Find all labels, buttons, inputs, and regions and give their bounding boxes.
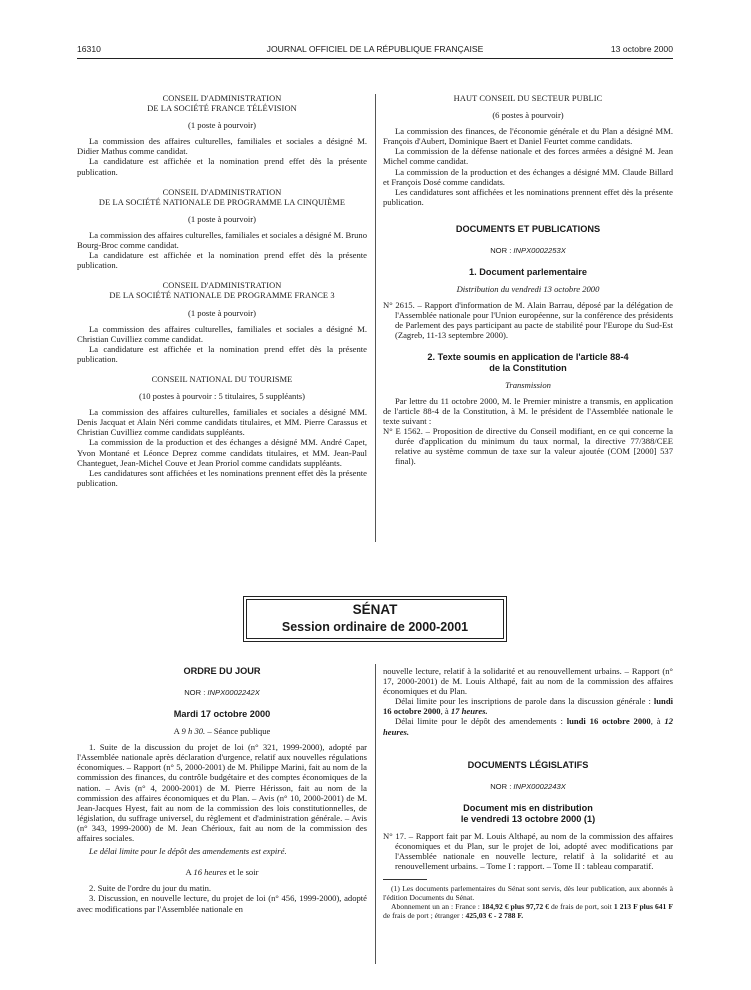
nor-code: INPX0002253X <box>513 245 566 255</box>
left-column-lower <box>77 666 367 914</box>
paragraph: La commission des affaires culturelles, familiales et sociales a désigné M. Christian Cuvilliez comme candidat. <box>77 323 367 344</box>
nor-label: NOR : <box>490 781 514 791</box>
deadline-sep: , à <box>650 716 665 727</box>
paragraph: La commission de la défense nationale et des forces armées a désigné M. Jean Michel comme candidat. <box>383 146 673 167</box>
posts-count: (6 postes à pourvoir) <box>492 110 564 121</box>
senat-banner <box>243 596 507 642</box>
posts-count: (10 postes à pourvoir : 5 titulaires, 5 suppléants) <box>139 391 305 402</box>
footnotes <box>383 884 673 920</box>
paragraph: Les candidatures sont affichées et les nominations prennent effet dès la présente publication. <box>383 186 673 207</box>
section-la-cinquieme <box>77 188 367 271</box>
column-divider <box>375 94 376 542</box>
posts-count: (1 poste à pourvoir) <box>187 213 257 224</box>
senat-banner-inner <box>246 599 504 639</box>
paragraph: La candidature est affichée et la nomination prend effet dès la présente publication. <box>77 250 367 271</box>
section-title: CONSEIL NATIONAL DU TOURISME <box>151 374 293 384</box>
posts-count: (1 poste à pourvoir) <box>187 120 257 131</box>
paragraph: La commission des affaires culturelles, familiales et sociales a désigné M. Didier Mathus comme candidat. <box>77 136 367 157</box>
session-title: Session ordinaire de 2000-2001 <box>281 620 469 634</box>
footnote-price: 425,03 € - 2 788 F. <box>465 911 524 921</box>
paragraph: La commission de la production et des échanges a désigné MM. André Capet, Yvon Montané et Léonce Deprez comme candidats titulaires, et MM. Jean-Paul Chanteguet, Jean-Michel Couve et Jean Proriol comme candidats suppléants. <box>77 437 367 468</box>
subsection-heading: le vendredi 13 octobre 2000 (1) <box>460 813 596 824</box>
nor-code: INPX0002242X <box>207 688 260 697</box>
nor-label: NOR : <box>490 245 514 255</box>
column-divider <box>375 664 376 964</box>
section-title: CONSEIL D'ADMINISTRATION <box>162 187 282 197</box>
issue-date: 13 octobre 2000 <box>610 44 673 54</box>
footnote-text: Abonnement un an : France : <box>391 902 482 912</box>
header-rule <box>77 58 673 59</box>
paragraph: La commission des affaires culturelles, familiales et sociales a désigné MM. Denis Jacquat et Alain Néri comme candidats titulaires, et MM. Pierre Carassus et Christian Cuvilliez comme candidats suppléants. <box>77 407 367 438</box>
deadline-sep: , à <box>440 706 451 717</box>
nor-label: NOR : <box>184 688 208 697</box>
document-item: N° 2615. – Rapport d'information de M. Alain Barrau, déposé par la délégation de l'Assemblée nationale pour l'Union européenne, sur la conférence des présidents de Parlement des pays participant au pacte de stabilité pour l'Europe du Sud-Est (Zagreb, 11-13 septembre 2000). <box>383 300 673 341</box>
footnote-price: 1 213 F plus 641 F <box>613 902 673 912</box>
footnote-text: de frais de port, soit <box>548 902 614 912</box>
nor-reference <box>383 246 673 256</box>
page-number: 16310 <box>77 44 101 54</box>
deadline-text: Délai limite pour les inscriptions de parole dans la discussion générale : <box>395 696 654 707</box>
right-column-lower <box>383 666 673 920</box>
transmission-label: Transmission <box>505 379 551 390</box>
paragraph: La candidature est affichée et la nomination prend effet dès la présente publication. <box>77 343 367 364</box>
agenda-item: 3. Discussion, en nouvelle lecture, du projet de loi (n° 456, 1999-2000), adopté avec modifications par l'Assemblée nationale en <box>77 893 367 914</box>
footnote: (1) Les documents parlementaires du Sénat sont servis, dès leur publication, aux abonnés à l'édition Documents du Sénat. <box>383 884 673 903</box>
section-france-television <box>77 94 367 177</box>
footnote <box>383 902 673 920</box>
time-prefix: A <box>185 867 194 878</box>
nor-code: INPX0002243X <box>513 781 566 791</box>
section-conseil-tourisme <box>77 375 367 488</box>
left-column-upper <box>77 94 367 488</box>
section-title: DE LA SOCIÉTÉ FRANCE TÉLÉVISION <box>147 104 297 114</box>
page-header <box>77 44 673 56</box>
session-day: Mardi 17 octobre 2000 <box>173 709 271 720</box>
posts-count: (1 poste à pourvoir) <box>187 307 257 318</box>
deadline-date: lundi 16 octobre 2000 <box>566 716 651 727</box>
paragraph: La candidature est affichée et la nomination prend effet dès la présente publication. <box>77 156 367 177</box>
journal-title: JOURNAL OFFICIEL DE LA RÉPUBLIQUE FRANÇAISE <box>266 44 484 54</box>
session-time <box>77 726 367 736</box>
paragraph: Les candidatures sont affichées et les nominations prennent effet dès la présente publication. <box>77 467 367 488</box>
section-haut-conseil <box>383 94 673 207</box>
deadline-time: 12 heures. <box>383 716 673 737</box>
subsection-heading: 1. Document parlementaire <box>469 267 587 278</box>
time-suffix: et le soir <box>226 867 259 878</box>
section-title: CONSEIL D'ADMINISTRATION <box>162 94 282 103</box>
footnote-rule <box>383 879 427 880</box>
time-value: 16 heures <box>193 867 227 878</box>
agenda-item-continued: nouvelle lecture, relatif à la solidarité et au renouvellement urbains. – Rapport (n° 17, 2000-2001) de M. Louis Althapé, fait au nom de la commission des affaires économiques et du Plan. <box>383 666 673 697</box>
subsection-heading: Document mis en distribution <box>463 802 593 813</box>
deadline-time: 17 heures. <box>450 706 488 717</box>
section-title: DE LA SOCIÉTÉ NATIONALE DE PROGRAMME FRANCE 3 <box>109 291 335 301</box>
time-prefix: A <box>173 726 182 737</box>
deadline-note: Le délai limite pour le dépôt des amendements est expiré. <box>89 846 287 857</box>
document-item: N° 17. – Rapport fait par M. Louis Althapé, au nom de la commission des affaires économiques et du Plan, sur le projet de loi, adopté avec modifications par l'Assemblée nationale en nouvelle lecture, relatif à la solidarité et au renouvellement urbains. – Tome I : rapport. – Tome II : tableau comparatif. <box>383 830 673 872</box>
section-heading: DOCUMENTS ET PUBLICATIONS <box>455 223 601 234</box>
section-title: CONSEIL D'ADMINISTRATION <box>162 281 282 291</box>
nor-reference <box>77 688 367 698</box>
deadline-text: Délai limite pour le dépôt des amendements : <box>395 716 567 727</box>
agenda-item: 2. Suite de l'ordre du jour du matin. <box>89 883 212 894</box>
document-item: N° E 1562. – Proposition de directive du Conseil modifiant, en ce qui concerne la durée d'application du minimum du taux normal, la directive 77/388/CEE relative au système commun de taxe sur la valeur ajoutée (COM [2000] 537 final). <box>383 425 673 467</box>
right-column-upper <box>383 94 673 466</box>
section-france-3 <box>77 281 367 364</box>
section-heading: ORDRE DU JOUR <box>183 666 261 676</box>
paragraph: La commission des affaires culturelles, familiales et sociales a désigné M. Bruno Bourg-Broc comme candidat. <box>77 229 367 251</box>
senat-title: SÉNAT <box>352 602 398 617</box>
paragraph: La commission de la production et des échanges a désigné MM. Claude Billard et François Dosé comme candidats. <box>383 166 673 187</box>
section-documents-publications <box>383 224 673 466</box>
deadline-inscriptions <box>383 696 673 716</box>
footnote-price: 184,92 € plus 97,72 € <box>481 902 549 912</box>
agenda-item: 1. Suite de la discussion du projet de loi (n° 321, 1999-2000), adopté par l'Assemblée nationale après déclaration d'urgence, relatif aux nouvelles régulations économiques. – Rapport (n° 5, 2000-2001) de M. Philippe Marini, fait au nom de la commission des finances, du contrôle budgétaire et des comptes économiques de la nation. – Avis (n° 4, 2000-2001) de M. Pierre Hérisson, fait au nom de la commission des affaires économiques et du Plan. – Avis (n° 10, 2000-2001) de M. Jean-Jacques Hyest, fait au nom de la commission des lois constitutionnelles, de législation, du suffrage universel, du règlement et d'administration générale. – Avis (n° 343, 1999-2000) de M. Jean Chérioux, fait au nom de la commission des affaires sociales. <box>77 742 367 844</box>
paragraph: Par lettre du 11 octobre 2000, M. le Premier ministre a transmis, en application de l'article 88-4 de la Constitution, à M. le président de l'Assemblée nationale le texte suivant : <box>383 395 673 426</box>
deadline-amendements <box>383 716 673 736</box>
time-suffix: – Séance publique <box>205 726 271 737</box>
section-title: HAUT CONSEIL DU SECTEUR PUBLIC <box>453 94 603 103</box>
section-heading: DOCUMENTS LÉGISLATIFS <box>467 759 589 770</box>
paragraph: La commission des finances, de l'économie générale et du Plan a désigné MM. François d'Aubert, Dominique Baert et Daniel Feurtet comme candidats. <box>383 126 673 147</box>
deadline-date: lundi 16 octobre 2000 <box>383 696 673 717</box>
distribution-date: Distribution du vendredi 13 octobre 2000 <box>456 284 600 295</box>
footnote-text: de frais de port ; étranger : <box>383 911 466 921</box>
nor-reference <box>383 782 673 792</box>
session-time <box>77 867 367 877</box>
subsection-heading: 2. Texte soumis en application de l'article 88-4 <box>427 351 629 362</box>
section-title: DE LA SOCIÉTÉ NATIONALE DE PROGRAMME LA CINQUIÈME <box>98 197 346 207</box>
subsection-heading: de la Constitution <box>489 362 567 373</box>
time-value: 9 h 30. <box>181 726 206 737</box>
